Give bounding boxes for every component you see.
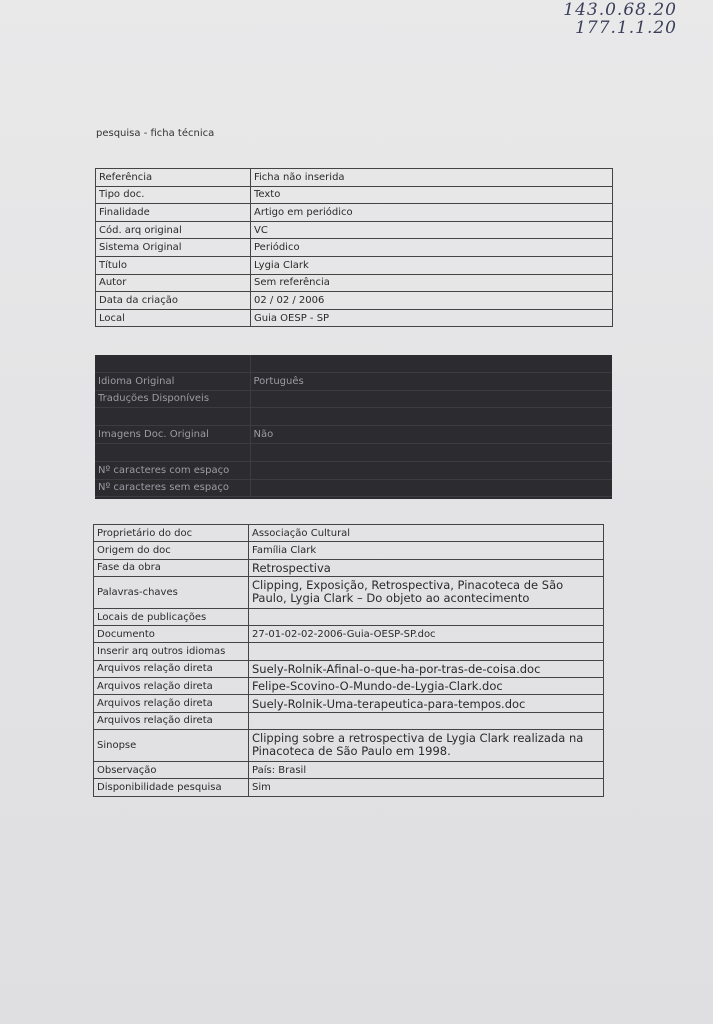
field-value: Texto [251,186,613,204]
field-value [249,643,604,660]
field-value: Sem referência [251,274,613,292]
field-label: Finalidade [96,204,251,222]
field-value: Não [250,426,612,444]
field-label: Local [96,309,251,327]
metadata-table-general [95,168,613,327]
field-label: Tipo doc. [96,186,251,204]
field-value: Suely-Rolnik-Uma-terapeutica-para-tempos.doc [249,695,604,712]
table-row [94,729,604,761]
field-value: Clipping, Exposição, Retrospectiva, Pinacoteca de São Paulo, Lygia Clark – Do objeto ao acontecimento [249,576,604,608]
table-row [94,626,604,643]
table-row [94,576,604,608]
table-row [94,678,604,695]
field-label: Arquivos relação direta [94,660,249,677]
field-label [95,408,250,426]
metadata-table-ownership [93,524,604,797]
field-label: Inserir arq outros idiomas [94,643,249,660]
field-value: 27-01-02-02-2006-Guia-OESP-SP.doc [249,626,604,643]
table-row [94,608,604,625]
metadata-table-language [95,355,612,497]
field-label: Sinopse [94,729,249,761]
field-label: Título [96,256,251,274]
field-value: Retrospectiva [249,559,604,576]
field-value [250,443,612,461]
document-title: pesquisa - ficha técnica [96,128,215,139]
field-value: Periódico [251,239,613,257]
table-row [95,426,612,444]
field-value: Associação Cultural [249,525,604,542]
table-row [95,372,612,390]
field-value: Ficha não inserida [251,169,613,187]
table-row [96,292,613,310]
table-row [96,169,613,187]
table-row [94,643,604,660]
field-value: País: Brasil [249,761,604,778]
field-value: Português [250,372,612,390]
table-row [95,443,612,461]
table-row [94,559,604,576]
field-value: Lygia Clark [251,256,613,274]
field-label: Autor [96,274,251,292]
table-row [96,274,613,292]
field-value [250,408,612,426]
table-row [94,695,604,712]
field-value: Felipe-Scovino-O-Mundo-de-Lygia-Clark.doc [249,678,604,695]
field-label: Locais de publicações [94,608,249,625]
table-row [94,660,604,677]
field-label: Origem do doc [94,542,249,559]
field-label: Disponibilidade pesquisa [94,779,249,796]
field-label: Nº caracteres sem espaço [95,479,250,497]
table-row [96,204,613,222]
table-row [94,712,604,729]
field-value: Clipping sobre a retrospectiva de Lygia Clark realizada na Pinacoteca de São Paulo em 1998. [249,729,604,761]
field-value: VC [251,221,613,239]
field-value [249,712,604,729]
field-label: Traduções Disponíveis [95,390,250,408]
field-value [250,390,612,408]
field-label: Data da criação [96,292,251,310]
handwritten-code-line-2: 177.1.1.20 [575,18,677,38]
field-value [250,479,612,497]
handwritten-code-line-1: 143.0.68.20 [563,0,677,20]
field-value: Artigo em periódico [251,204,613,222]
table-row [94,542,604,559]
field-label: Proprietário do doc [94,525,249,542]
table-row [94,779,604,796]
table-row [95,461,612,479]
field-label [95,355,250,372]
field-value: Família Clark [249,542,604,559]
field-value: Guia OESP - SP [251,309,613,327]
field-label: Arquivos relação direta [94,695,249,712]
table-row [96,256,613,274]
table-row [96,186,613,204]
field-label: Idioma Original [95,372,250,390]
table-row [96,239,613,257]
field-value [250,355,612,372]
field-label: Referência [96,169,251,187]
table-row [95,408,612,426]
field-label: Sistema Original [96,239,251,257]
field-value [249,608,604,625]
field-value: Suely-Rolnik-Afinal-o-que-ha-por-tras-de-coisa.doc [249,660,604,677]
table-row [96,309,613,327]
field-value: 02 / 02 / 2006 [251,292,613,310]
field-label: Imagens Doc. Original [95,426,250,444]
table-row [94,761,604,778]
field-value: Sim [249,779,604,796]
table-row [96,221,613,239]
field-value [250,461,612,479]
field-label [95,443,250,461]
table-row [95,355,612,372]
table-row [94,525,604,542]
field-label: Nº caracteres com espaço [95,461,250,479]
field-label: Arquivos relação direta [94,678,249,695]
table-row [95,479,612,497]
field-label: Fase da obra [94,559,249,576]
field-label: Documento [94,626,249,643]
table-row [95,390,612,408]
field-label: Observação [94,761,249,778]
field-label: Cód. arq original [96,221,251,239]
field-label: Palavras-chaves [94,576,249,608]
field-label: Arquivos relação direta [94,712,249,729]
